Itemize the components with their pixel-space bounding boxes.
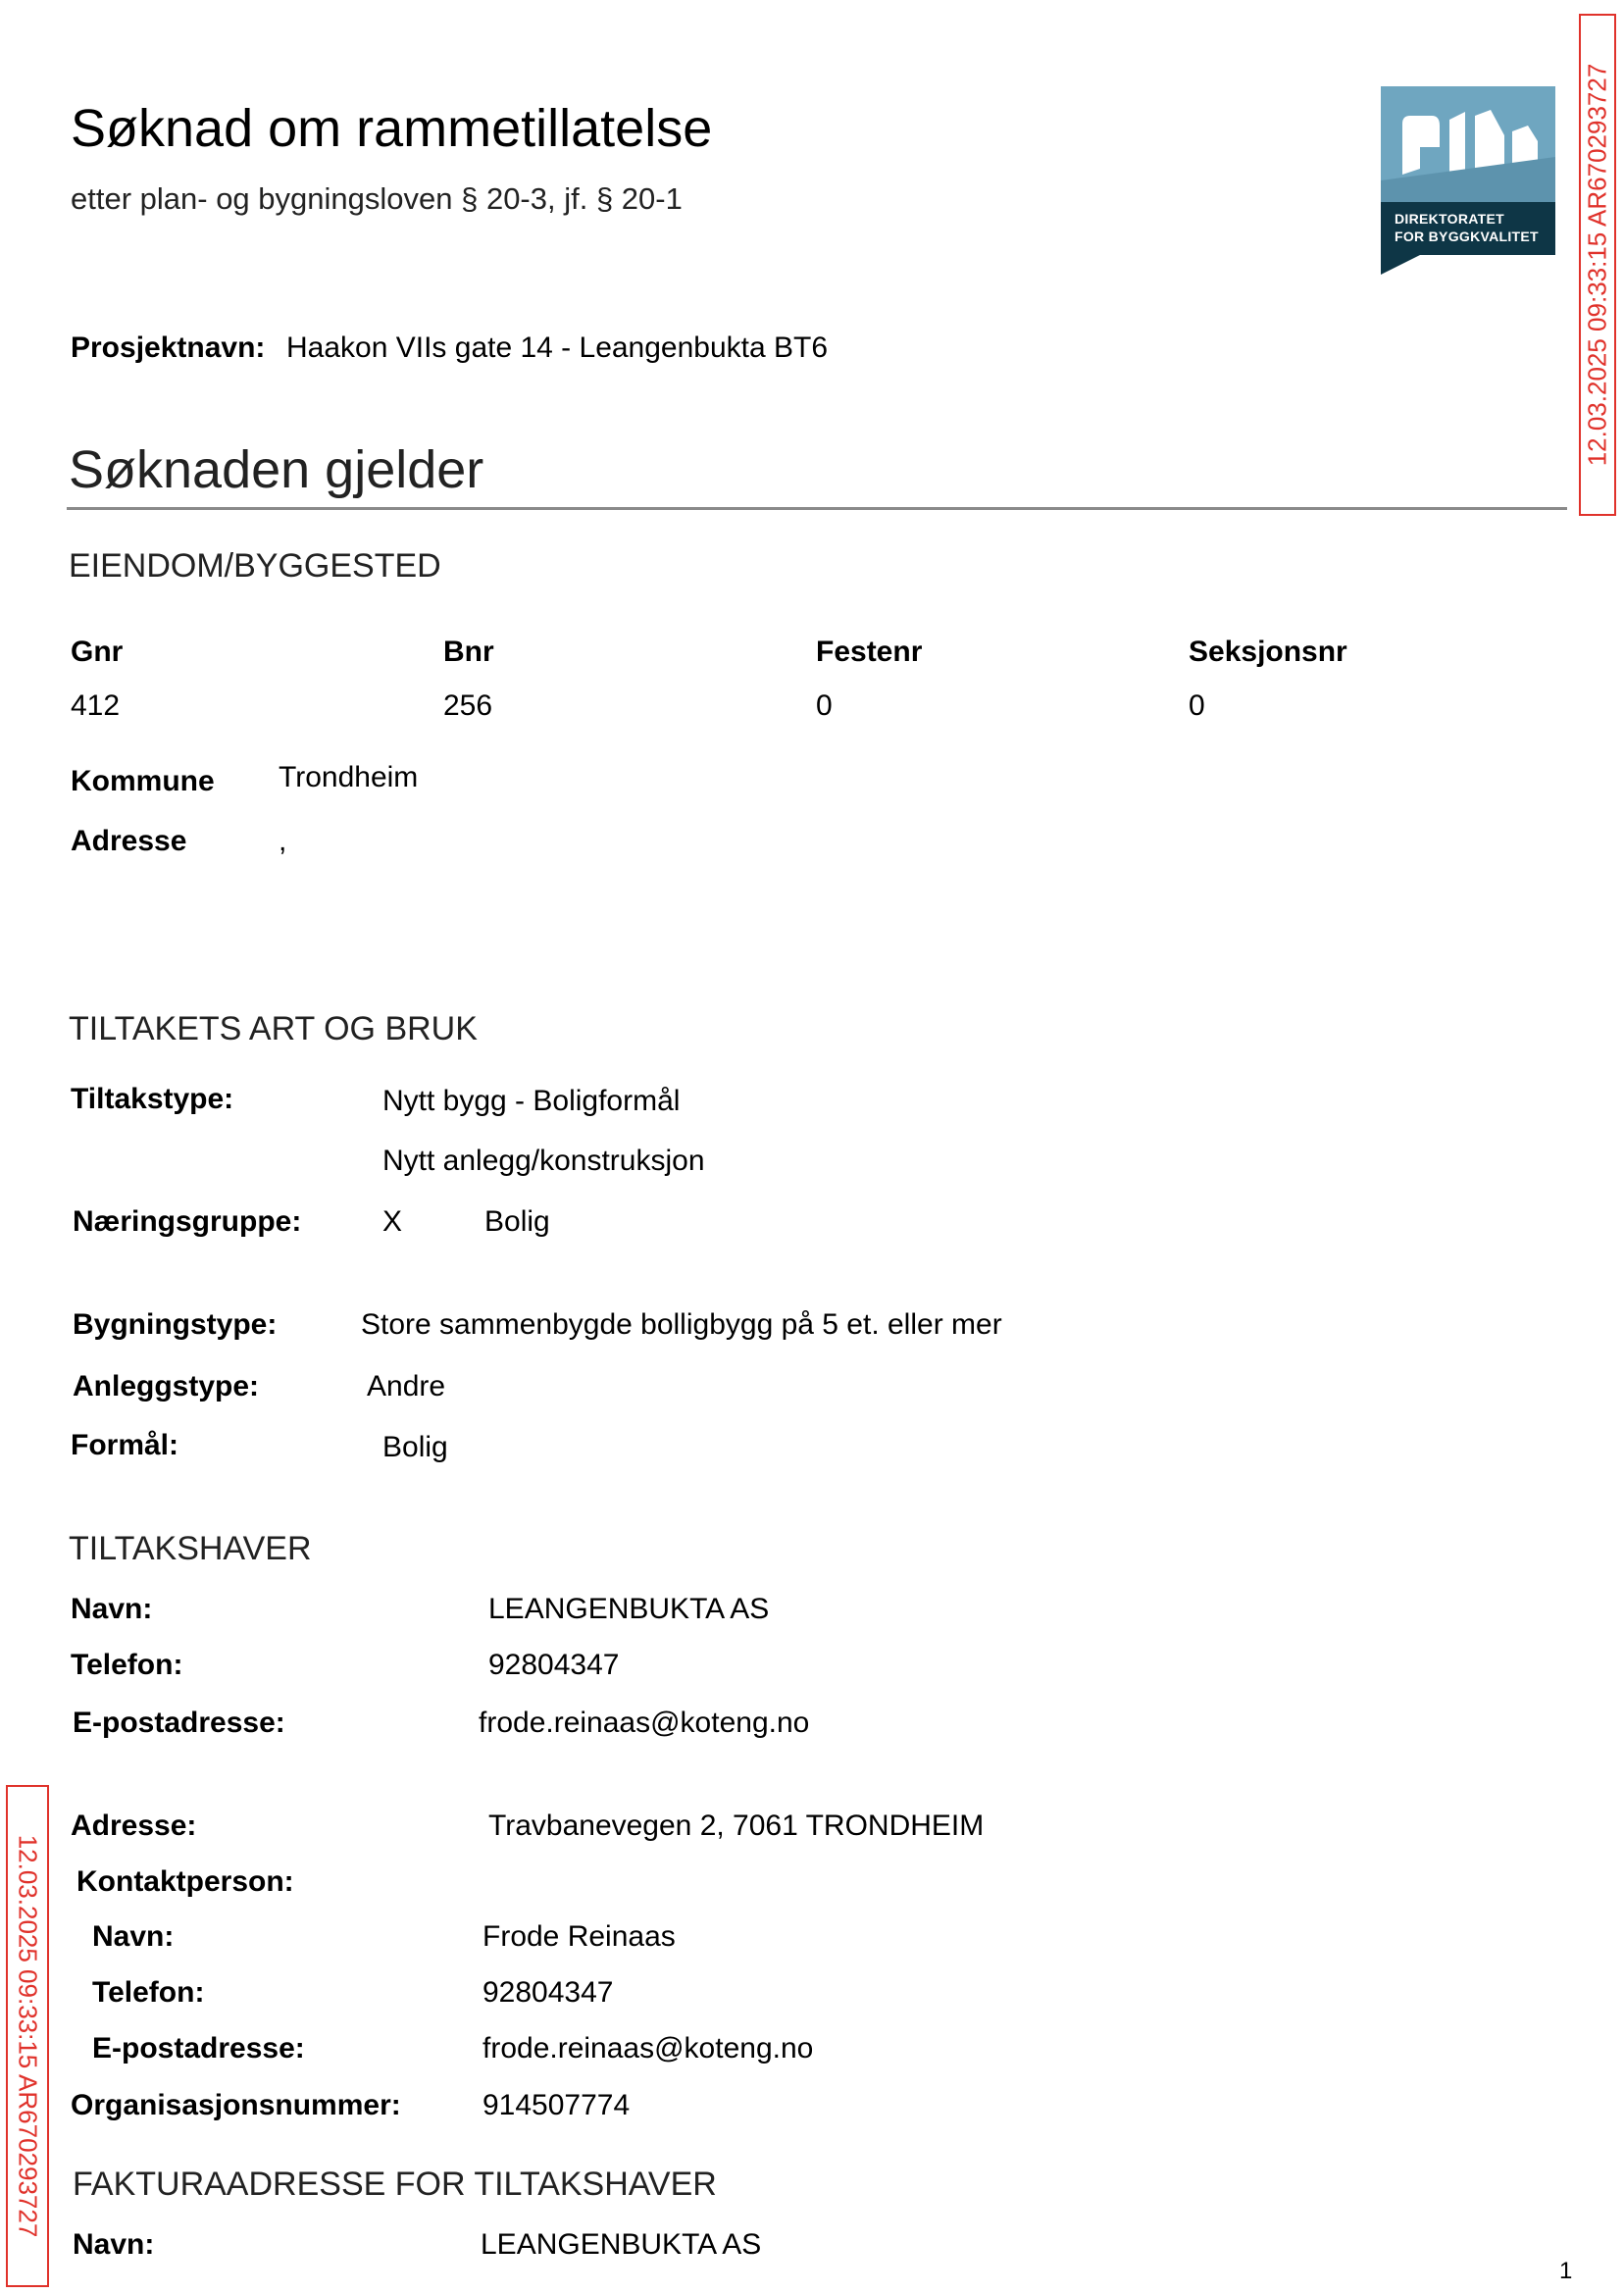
logo-line-1: DIREKTORATET: [1395, 211, 1504, 227]
project-value: Haakon VIIs gate 14 - Leangenbukta BT6: [286, 331, 829, 364]
bygningstype-label: Bygningstype:: [73, 1308, 278, 1341]
stamp-text: 12.03.2025 09:33:15 AR670293727: [13, 1834, 43, 2238]
adresse-label: Adresse: [71, 825, 187, 857]
logo-line-2: FOR BYGGKVALITET: [1395, 229, 1539, 244]
orgnr-value: 914507774: [482, 2089, 631, 2121]
kommune-value: Trondheim: [279, 761, 419, 793]
tiltakshaver-navn-value: LEANGENBUKTA AS: [488, 1593, 770, 1625]
festenr-value: 0: [816, 689, 833, 722]
dibk-logo: [1381, 86, 1555, 275]
formal-value: Bolig: [382, 1431, 448, 1463]
tiltakshaver-telefon-label: Telefon:: [71, 1649, 183, 1681]
tiltakshaver-epost-value: frode.reinaas@koteng.no: [479, 1707, 810, 1739]
section-heading-tiltak: TILTAKETS ART OG BRUK: [69, 1010, 478, 1047]
kontakt-navn-label: Navn:: [92, 1920, 175, 1953]
anleggstype-value: Andre: [367, 1370, 446, 1402]
faktura-navn-label: Navn:: [73, 2228, 155, 2261]
festenr-label: Festenr: [816, 636, 923, 668]
heading-divider: [67, 507, 1567, 510]
section-heading-tiltakshaver: TILTAKSHAVER: [69, 1530, 312, 1567]
kontakt-telefon-value: 92804347: [482, 1976, 614, 2009]
kommune-label: Kommune: [71, 765, 215, 797]
kontakt-epost-value: frode.reinaas@koteng.no: [482, 2032, 814, 2065]
kontaktperson-label: Kontaktperson:: [76, 1865, 294, 1898]
naeringsgruppe-code: X: [382, 1205, 403, 1238]
page-number: 1: [1559, 2258, 1573, 2284]
registration-stamp-bottom: [6, 1785, 49, 2287]
faktura-navn-value: LEANGENBUKTA AS: [481, 2228, 762, 2261]
tiltakshaver-adresse-value: Travbanevegen 2, 7061 TRONDHEIM: [488, 1810, 985, 1842]
bnr-value: 256: [443, 689, 493, 722]
orgnr-label: Organisasjonsnummer:: [71, 2089, 401, 2121]
adresse-value: ,: [279, 825, 287, 857]
tiltakshaver-navn-label: Navn:: [71, 1593, 153, 1625]
seksjonsnr-label: Seksjonsnr: [1189, 636, 1347, 668]
kontakt-navn-value: Frode Reinaas: [482, 1920, 676, 1953]
stamp-text: 12.03.2025 09:33:15 AR670293727: [1582, 63, 1612, 467]
main-heading: Søknaden gjelder: [69, 440, 484, 499]
tiltakshaver-epost-label: E-postadresse:: [73, 1707, 285, 1739]
document-title: Søknad om rammetillatelse: [71, 99, 713, 158]
naeringsgruppe-value: Bolig: [484, 1205, 550, 1238]
tiltakstype-label: Tiltakstype:: [71, 1083, 234, 1115]
registration-stamp-top: [1579, 14, 1616, 516]
document-subtitle: etter plan- og bygningsloven § 20-3, jf. § 20-1: [71, 181, 683, 216]
kontakt-epost-label: E-postadresse:: [92, 2032, 305, 2065]
project-label: Prosjektnavn:: [71, 331, 266, 364]
gnr-value: 412: [71, 689, 121, 722]
section-heading-eiendom: EIENDOM/BYGGESTED: [69, 547, 441, 585]
naeringsgruppe-label: Næringsgruppe:: [73, 1205, 302, 1238]
gnr-label: Gnr: [71, 636, 124, 668]
bnr-label: Bnr: [443, 636, 494, 668]
logo-building-icon: [1381, 86, 1555, 202]
section-heading-faktura: FAKTURAADRESSE FOR TILTAKSHAVER: [73, 2166, 717, 2203]
tiltakstype-value-2: Nytt anlegg/konstruksjon: [382, 1145, 705, 1177]
anleggstype-label: Anleggstype:: [73, 1370, 260, 1402]
bygningstype-value: Store sammenbygde bolligbygg på 5 et. eller mer: [361, 1308, 1002, 1341]
formal-label: Formål:: [71, 1429, 179, 1461]
tiltakshaver-telefon-value: 92804347: [488, 1649, 620, 1681]
tiltakshaver-adresse-label: Adresse:: [71, 1810, 197, 1842]
kontakt-telefon-label: Telefon:: [92, 1976, 205, 2009]
seksjonsnr-value: 0: [1189, 689, 1205, 722]
tiltakstype-value-1: Nytt bygg - Boligformål: [382, 1085, 681, 1117]
